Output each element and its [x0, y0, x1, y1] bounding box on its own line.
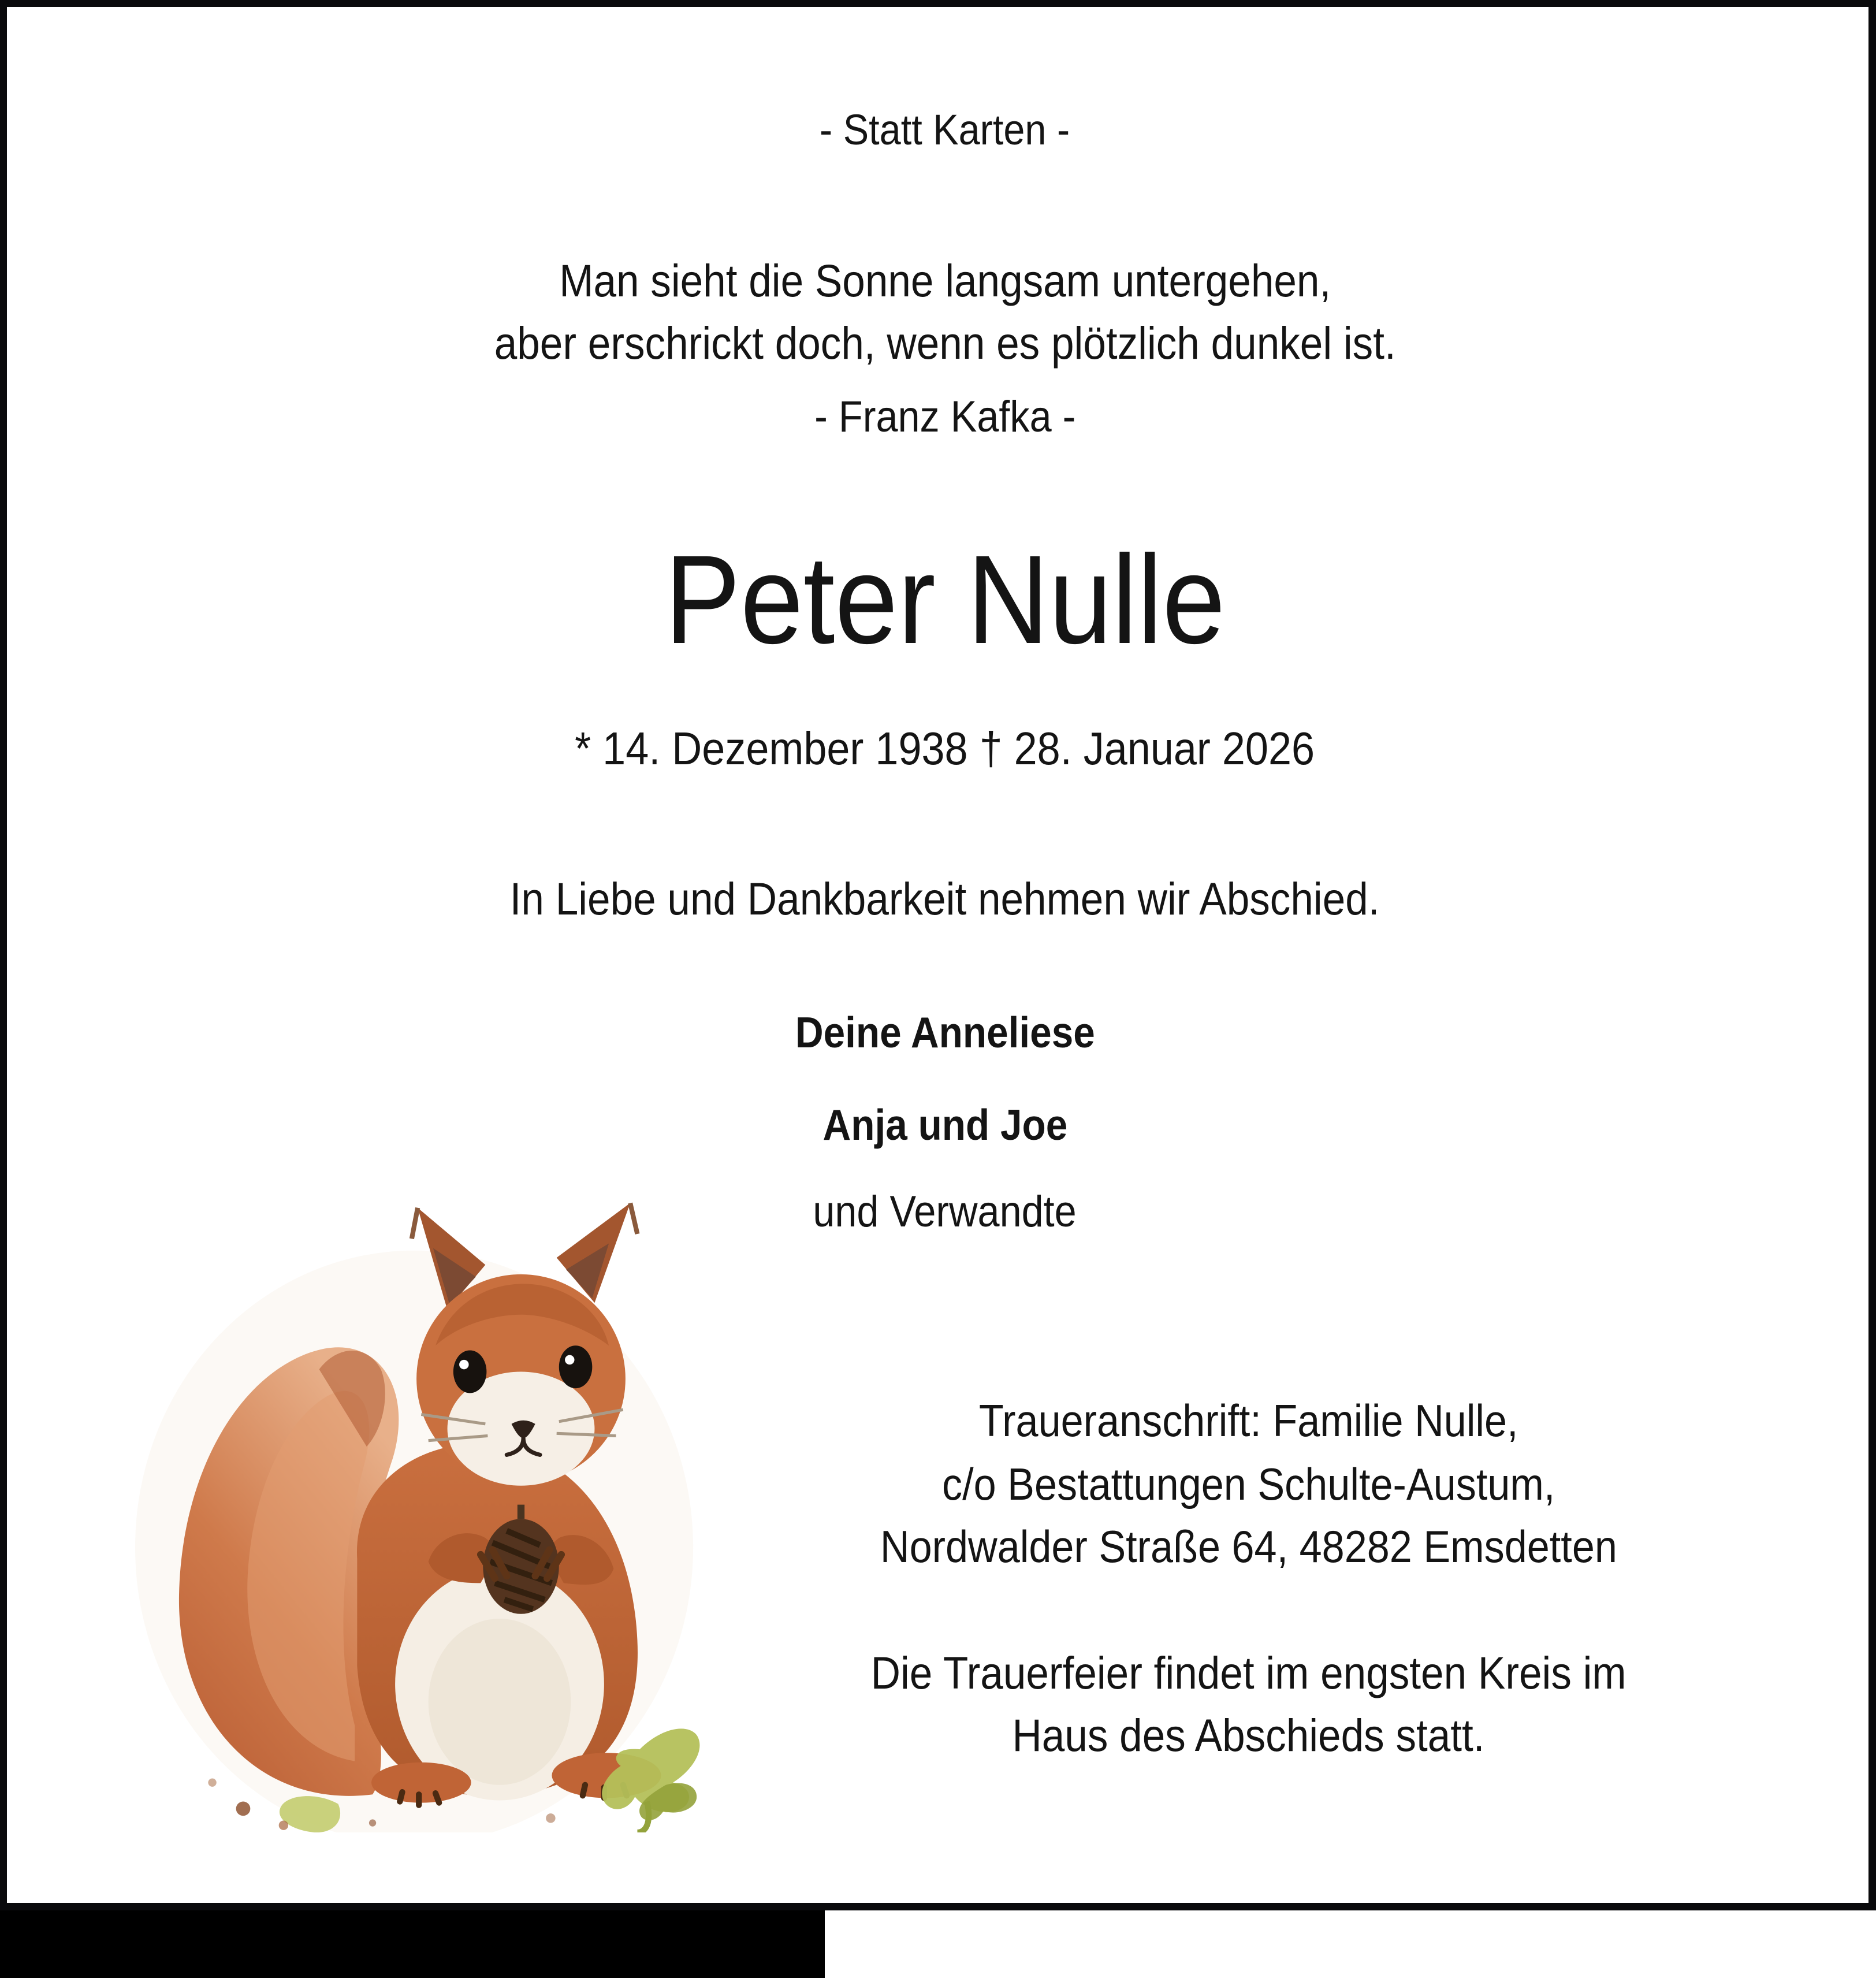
deceased-name	[14, 528, 1876, 672]
left-eye-icon	[453, 1350, 487, 1393]
right-eye-icon	[559, 1345, 593, 1388]
birth-date: * 14. Dezember 1938	[575, 723, 968, 774]
quote-attribution	[14, 392, 1876, 442]
quote-line-1-text: Man sieht die Sonne langsam untergehen,	[559, 255, 1331, 306]
ceremony-line-1	[620, 1646, 1876, 1700]
life-dates	[14, 722, 1876, 775]
mourning-address-line-3	[620, 1520, 1876, 1573]
splatter-dot	[369, 1819, 376, 1826]
death-date: † 28. Januar 2026	[979, 723, 1315, 774]
splatter-dot	[279, 1820, 288, 1830]
squirrel-illustration	[125, 1191, 703, 1832]
ceremony-line-1-text: Die Trauerfeier findet im engsten Kreis im	[870, 1647, 1626, 1698]
right-eye-highlight	[565, 1355, 574, 1364]
mourner-2	[14, 1100, 1876, 1150]
ceremony-line-2-text: Haus des Abschieds statt.	[1012, 1709, 1486, 1761]
mourning-address-line-2	[620, 1458, 1876, 1511]
leaf-left	[280, 1796, 340, 1832]
mourner-2-text: Anja und Joe	[822, 1100, 1067, 1149]
life-dates-row	[575, 722, 1315, 775]
left-eye-highlight	[459, 1360, 468, 1369]
mourner-3-text: und Verwandte	[813, 1187, 1077, 1236]
farewell-line	[14, 872, 1876, 925]
deceased-name-text: Peter Nulle	[664, 530, 1226, 670]
belly-shade	[429, 1619, 571, 1785]
scan-bottom-black-block	[0, 1910, 825, 1978]
mourner-1-text: Deine Anneliese	[795, 1008, 1095, 1057]
quote-attribution-text: - Franz Kafka -	[814, 392, 1076, 441]
mourning-address-line-1-text: Traueranschrift: Familie Nulle,	[979, 1395, 1518, 1446]
pre-header-text: - Statt Karten -	[820, 106, 1070, 154]
quote-line-2-text: aber erschrickt doch, wenn es plötzlich dunkel ist.	[494, 317, 1396, 369]
splatter-dot	[236, 1802, 251, 1816]
mourning-address-line-3-text: Nordwalder Straße 64, 48282 Emsdetten	[880, 1521, 1618, 1572]
mourning-address-line-1	[620, 1395, 1876, 1447]
ceremony-line-2	[620, 1709, 1876, 1762]
mourner-1	[14, 1007, 1876, 1057]
pre-header	[14, 105, 1876, 154]
splatter-dot	[546, 1813, 555, 1823]
mourning-address-line-2-text: c/o Bestattungen Schulte-Austum,	[942, 1459, 1555, 1509]
quote-line-2	[14, 317, 1876, 370]
quote-line-1	[14, 254, 1876, 307]
farewell-text: In Liebe und Dankbarkeit nehmen wir Abschied.	[510, 873, 1380, 924]
splatter-dot	[208, 1778, 216, 1786]
